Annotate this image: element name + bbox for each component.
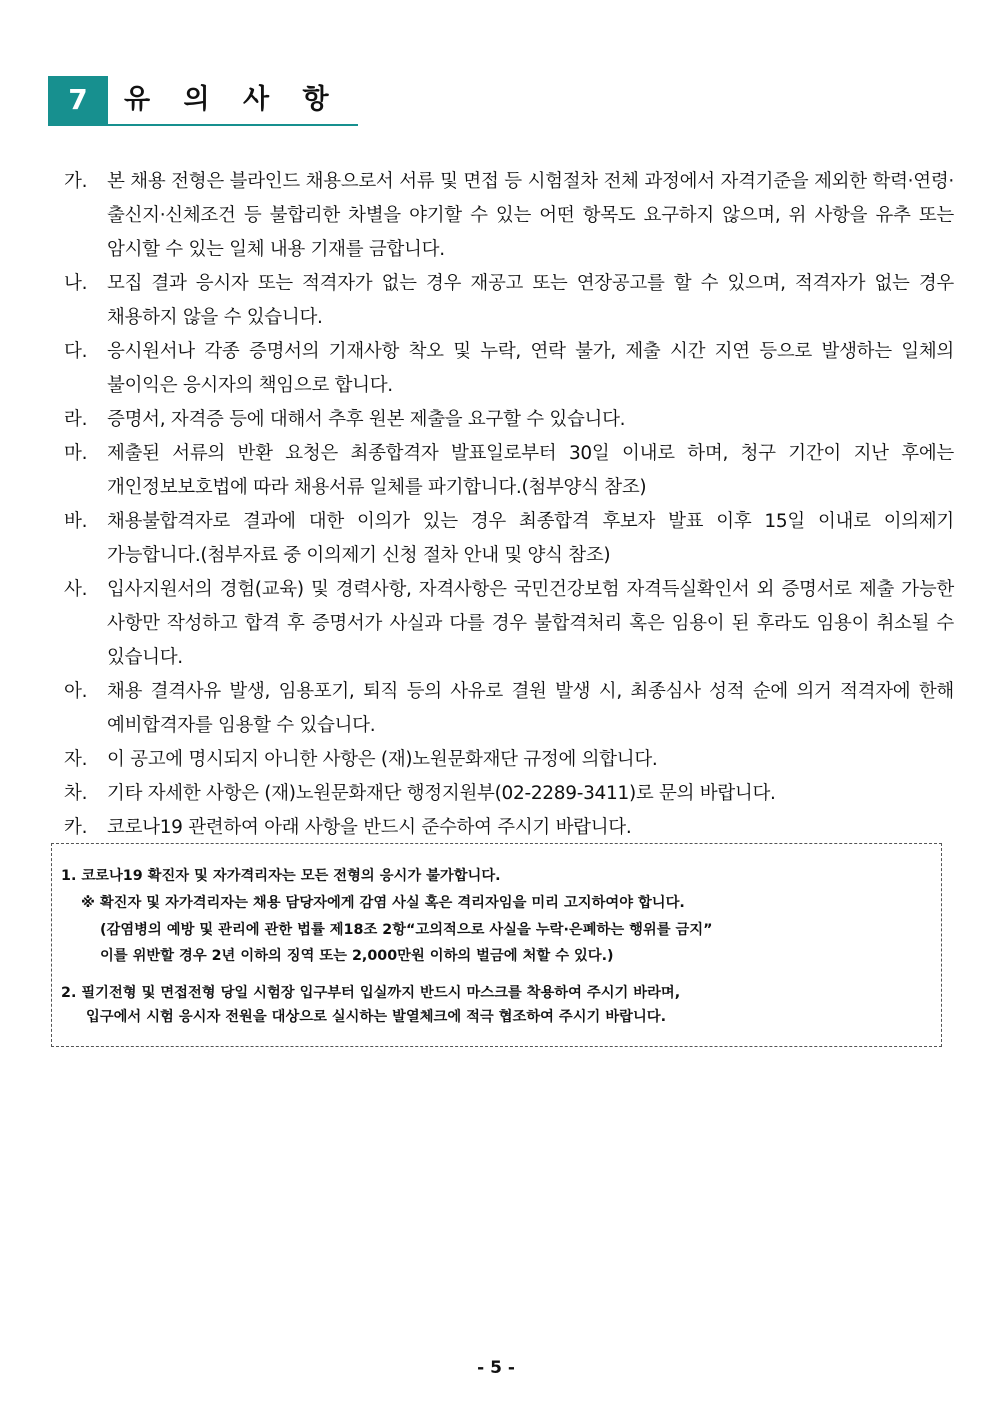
notice-marker: 아. [64,681,88,702]
notice-item [64,743,954,777]
notice-text: 이 공고에 명시되지 아니한 사항은 (재)노원문화재단 규정에 의합니다. [107,749,658,770]
notice-item [64,811,954,845]
notice-item [64,505,954,573]
section-header [48,76,358,126]
notice-item [64,573,954,675]
notice-text: 채용 결격사유 발생, 임용포기, 퇴직 등의 사유로 결원 발생 시, 최종심사 성적 순에 의거 적격자에 한해 예비합격자를 임용할 수 있습니다. [107,681,954,736]
covid-rule-1-note: ※ 확진자 및 자가격리자는 채용 담당자에게 감염 사실 혹은 격리자임을 미리 고지하여야 합니다. [81,895,685,911]
notice-marker: 라. [64,409,88,430]
notice-text: 기타 자세한 사항은 (재)노원문화재단 행정지원부(02-2289-3411)로 문의 바랍니다. [107,783,776,804]
page-number: - 5 - [477,1358,515,1378]
notice-marker: 나. [64,273,88,294]
notice-list [64,165,954,845]
notice-text: 응시원서나 각종 증명서의 기재사항 착오 및 누락, 연락 불가, 제출 시간 지연 등으로 발생하는 일체의 불이익은 응시자의 책임으로 합니다. [107,341,954,396]
notice-marker: 바. [64,511,88,532]
section-number: 7 [48,76,108,124]
notice-marker: 사. [64,579,88,600]
covid-rule-1-penalty: 이를 위반할 경우 2년 이하의 징역 또는 2,000만원 이하의 벌금에 처할 수 있다.) [100,948,614,964]
covid-notice-box [51,843,942,1047]
notice-text: 모집 결과 응시자 또는 적격자가 없는 경우 재공고 또는 연장공고를 할 수 있으며, 적격자가 없는 경우 채용하지 않을 수 있습니다. [107,273,954,328]
notice-marker: 가. [64,171,88,192]
covid-rule-2: 2. 필기전형 및 면접전형 당일 시험장 입구부터 입실까지 반드시 마스크를 착용하여 주시기 바라며, [61,985,681,1001]
notice-marker: 카. [64,817,88,838]
covid-rule-1: 1. 코로나19 확진자 및 자가격리자는 모든 전형의 응시가 불가합니다. [61,868,501,884]
notice-text: 증명서, 자격증 등에 대해서 추후 원본 제출을 요구할 수 있습니다. [107,409,626,430]
notice-item [64,437,954,505]
notice-text: 코로나19 관련하여 아래 사항을 반드시 준수하여 주시기 바랍니다. [107,817,632,838]
notice-item [64,403,954,437]
notice-item [64,267,954,335]
notice-marker: 자. [64,749,88,770]
notice-marker: 마. [64,443,88,464]
notice-item [64,777,954,811]
notice-text: 입사지원서의 경험(교육) 및 경력사항, 자격사항은 국민건강보험 자격득실확인서 외 증명서로 제출 가능한 사항만 작성하고 합격 후 증명서가 사실과 다를 경우 불합격처리 혹은 임용이 된 후라도 임용이 취소될 수 있습니다. [107,579,954,668]
notice-text: 본 채용 전형은 블라인드 채용으로서 서류 및 면접 등 시험절차 전체 과정에서 자격기준을 제외한 학력·연령·출신지·신체조건 등 불합리한 차별을 야기할 수 있는 어떤 항목도 요구하지 않으며, 위 사항을 유추 또는 암시할 수 있는 일체 내용 기재를 금합니다. [107,171,954,260]
covid-rule-1-law: (감염병의 예방 및 관리에 관한 법률 제18조 2항“고의적으로 사실을 누락·은폐하는 행위를 금지” [100,922,713,938]
notice-item [64,675,954,743]
notice-text: 제출된 서류의 반환 요청은 최종합격자 발표일로부터 30일 이내로 하며, 청구 기간이 지난 후에는 개인정보보호법에 따라 채용서류 일체를 파기합니다.(첨부양식 참조) [107,443,954,498]
notice-text: 채용불합격자로 결과에 대한 이의가 있는 경우 최종합격 후보자 발표 이후 15일 이내로 이의제기 가능합니다.(첨부자료 중 이의제기 신청 절차 안내 및 양식 참조) [107,511,954,566]
notice-item [64,165,954,267]
section-underline [48,124,358,126]
notice-marker: 다. [64,341,88,362]
section-title: 유 의 사 항 [124,84,341,115]
notice-item [64,335,954,403]
notice-marker: 차. [64,783,88,804]
covid-rule-2-cont: 입구에서 시험 응시자 전원을 대상으로 실시하는 발열체크에 적극 협조하여 주시기 바랍니다. [86,1009,667,1025]
